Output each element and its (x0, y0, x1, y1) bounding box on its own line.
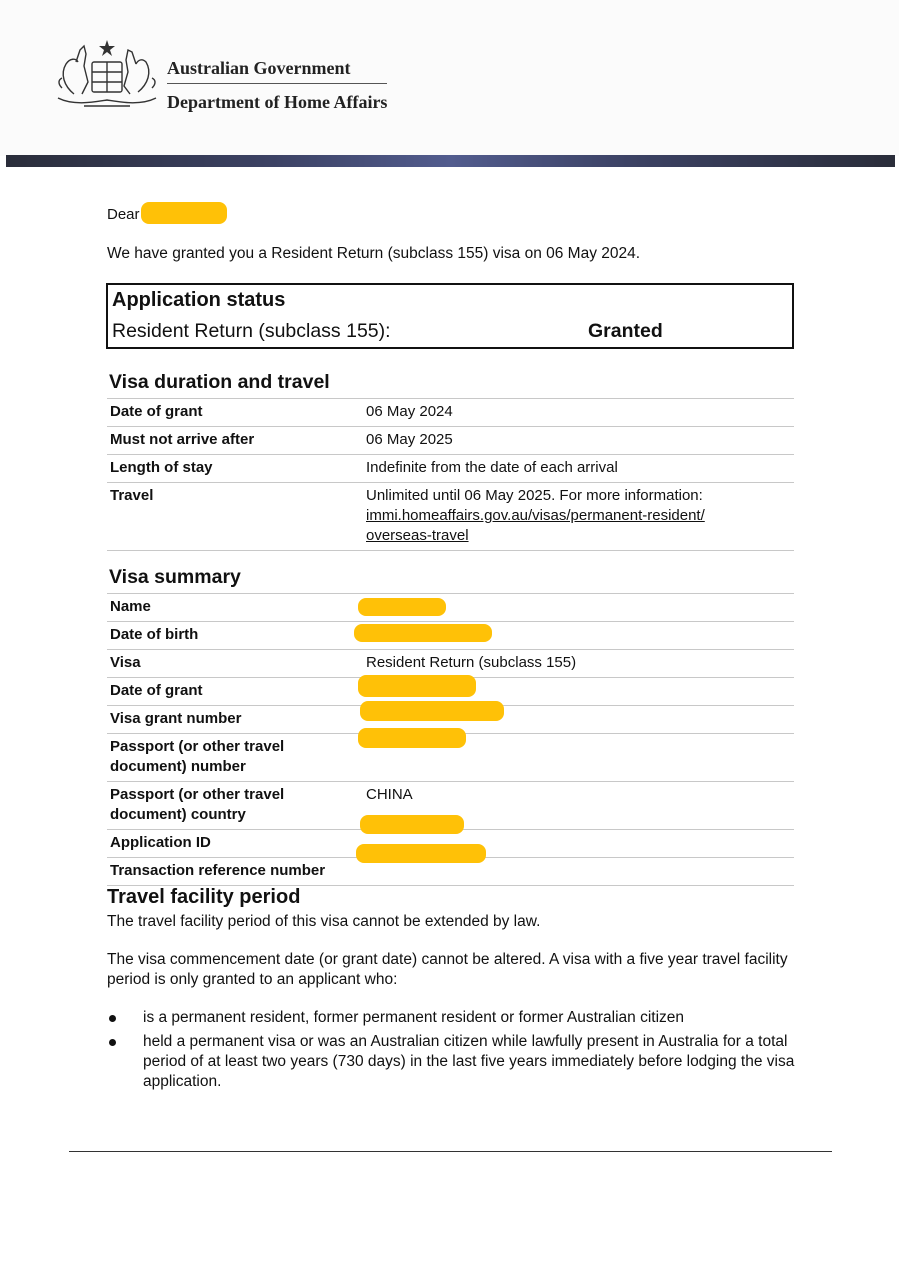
row-key: Must not arrive after (107, 427, 362, 455)
table-row (107, 650, 794, 678)
row-key: Visa grant number (107, 706, 362, 734)
table-row (107, 427, 794, 455)
row-key: Application ID (107, 830, 362, 858)
redacted-date-of-birth (354, 624, 492, 642)
row-key: Date of birth (107, 622, 362, 650)
overseas-travel-link[interactable]: immi.homeaffairs.gov.au/visas/permanent-resident/ (366, 507, 705, 524)
list-item (107, 1008, 797, 1028)
application-status-box (106, 283, 794, 349)
row-value: CHINA (362, 782, 794, 830)
row-key: Date of grant (107, 399, 362, 427)
redacted-transaction-reference (356, 844, 486, 863)
table-row (107, 594, 794, 622)
government-name: Australian Government (167, 58, 351, 78)
table-row (107, 455, 794, 483)
redacted-name (358, 598, 446, 616)
row-value: 06 May 2024 (362, 399, 794, 427)
visa-duration-table (107, 398, 794, 551)
coat-of-arms-icon (54, 36, 160, 114)
status-value: Granted (588, 320, 663, 342)
bullet-icon (109, 1015, 116, 1022)
department-name: Department of Home Affairs (167, 92, 388, 112)
travel-facility-para-1: The travel facility period of this visa cannot be extended by law. (107, 913, 541, 930)
redacted-recipient-name (141, 202, 227, 224)
redacted-visa-grant-number (360, 701, 504, 721)
eligibility-list (107, 1008, 797, 1096)
salutation: Dear (107, 206, 140, 223)
row-value: Indefinite from the date of each arrival (362, 455, 794, 483)
row-value: Resident Return (subclass 155) (362, 650, 794, 678)
table-row (107, 483, 794, 551)
table-row (107, 399, 794, 427)
redacted-passport-number (358, 728, 466, 748)
bullet-icon (109, 1039, 116, 1046)
row-key: Length of stay (107, 455, 362, 483)
row-key: Date of grant (107, 678, 362, 706)
list-item-text: held a permanent visa or was an Australian citizen while lawfully present in Australia for a total period of at least two years (730 days) in the last five years immediately before lodging the visa application. (143, 1033, 795, 1090)
header-divider (167, 83, 387, 84)
travel-text: Unlimited until 06 May 2025. For more information: (366, 487, 703, 504)
row-key: Travel (107, 483, 362, 551)
overseas-travel-link-continued[interactable]: overseas-travel (366, 527, 469, 544)
visa-duration-title: Visa duration and travel (109, 371, 330, 393)
redacted-application-id (360, 815, 464, 834)
status-title: Application status (112, 289, 286, 311)
redacted-date-of-grant (358, 675, 476, 697)
row-value: 06 May 2025 (362, 427, 794, 455)
row-key: Visa (107, 650, 362, 678)
travel-facility-title: Travel facility period (107, 886, 301, 908)
status-label: Resident Return (subclass 155): (112, 320, 391, 342)
footer-divider (69, 1151, 832, 1152)
letterhead (0, 0, 899, 156)
row-value (362, 483, 794, 551)
row-key: Passport (or other travel document) country (107, 782, 362, 830)
visa-summary-title: Visa summary (109, 566, 241, 588)
row-key: Name (107, 594, 362, 622)
list-item-text: is a permanent resident, former permanent resident or former Australian citizen (143, 1009, 685, 1026)
row-key: Passport (or other travel document) number (107, 734, 362, 782)
list-item (107, 1032, 797, 1092)
travel-facility-para-2: The visa commencement date (or grant date) cannot be altered. A visa with a five year travel facility period is only granted to an applicant who: (107, 951, 788, 988)
grant-statement: We have granted you a Resident Return (subclass 155) visa on 06 May 2024. (107, 245, 641, 262)
header-band (6, 155, 895, 167)
row-key: Transaction reference number (107, 858, 362, 886)
